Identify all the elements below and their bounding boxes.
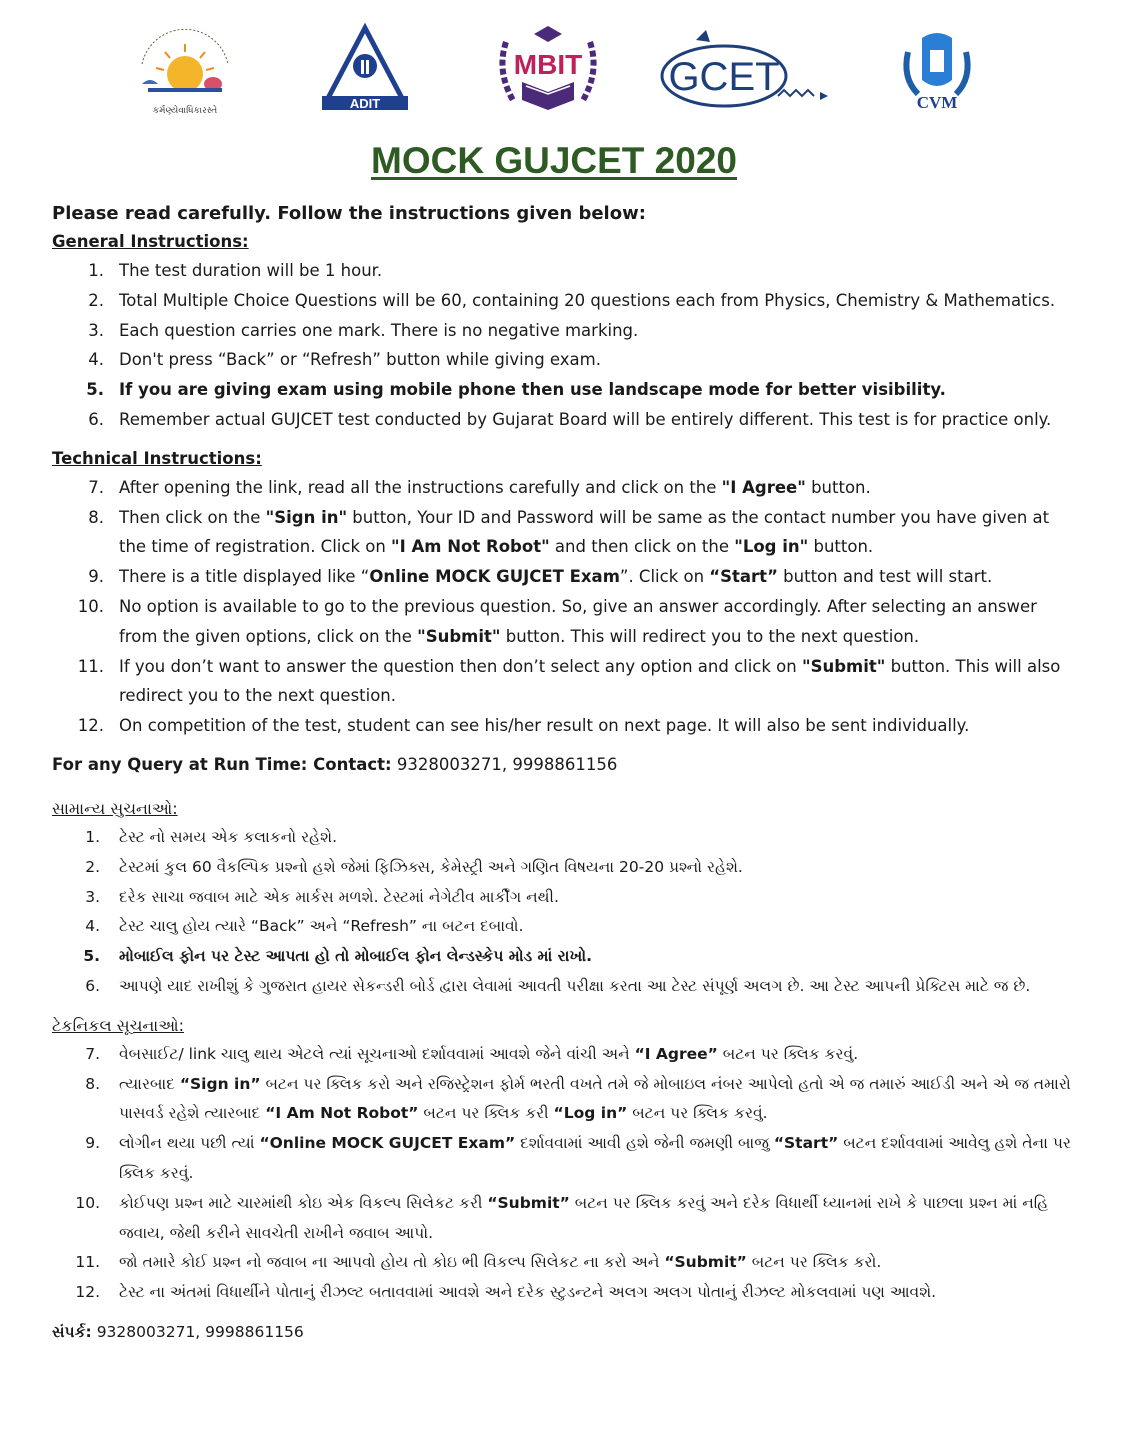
list-item-text: button, Your ID and Password will be same as the contact number you have given at the time of registration. Click on bbox=[119, 507, 1050, 557]
gujarati-contact bbox=[52, 1320, 1072, 1344]
page-title: MOCK GUJCET 2020 bbox=[371, 140, 737, 181]
list-item bbox=[52, 286, 1072, 316]
list-item-emphasis: “Sign in” bbox=[179, 1074, 261, 1093]
list-item-text: લોગીન થયા પછી ત્યાં bbox=[119, 1134, 260, 1153]
list-item-text: દર્શાવવામાં આવી હશે જેની જમણી બાજુ bbox=[515, 1134, 774, 1153]
charutar-logo-caption: કર્મણ્યેવાધિકારસ્તે bbox=[152, 106, 218, 116]
gujarati-general-list bbox=[52, 823, 1072, 1002]
list-item-number: 1. bbox=[88, 261, 104, 280]
gujarati-technical-heading: ટેકનિકલ સૂચનાઓ: bbox=[52, 1015, 184, 1035]
list-item bbox=[52, 592, 1072, 652]
list-item-number: 6. bbox=[85, 976, 100, 995]
list-item-text: જો તમારે કોઈ પ્રશ્ન નો જવાબ ના આપવો હોય તો કોઇ ભી વિકલ્પ સિલેકટ ના કરો અને bbox=[119, 1253, 665, 1272]
list-item-emphasis: "I Agree" bbox=[721, 477, 806, 497]
list-item-number: 8. bbox=[88, 507, 104, 527]
list-item-text: ટેસ્ટમાં કુલ 60 વૈકલ્પિક પ્રશ્નો હશે જેમાં ફિઝિક્સ, કેમેસ્ટ્રી અને ગણિત વિષયના 20-20 પ્રશ્નો રહેશે. bbox=[119, 857, 743, 876]
list-item-emphasis: “Online MOCK GUJCET Exam” bbox=[259, 1134, 516, 1153]
list-item-text: બટન પર ક્લિક કરો. bbox=[746, 1253, 882, 1272]
list-item-emphasis: "Sign in" bbox=[265, 507, 348, 527]
gujarati-contact-label: સંપર્ક: bbox=[52, 1322, 92, 1341]
list-item-emphasis: "Log in" bbox=[734, 537, 809, 557]
list-item bbox=[52, 375, 1072, 405]
list-item-text: બટન પર ક્લિક કરવું અને દરેક વિધાર્થી ધ્યાનમાં રાખે કે પાછલા પ્રશ્ન માં નહિ જવાય, જેથી કરીને સાવચેતી રાખીને જવાબ આપો. bbox=[119, 1193, 1049, 1242]
list-item-text: Then click on the bbox=[119, 507, 266, 527]
list-item-number: 4. bbox=[85, 917, 100, 936]
list-item-number: 3. bbox=[85, 887, 100, 906]
technical-instructions-heading: Technical Instructions: bbox=[52, 448, 262, 468]
list-item-text: There is a title displayed like “ bbox=[119, 567, 370, 587]
list-item-text: મોબાઈલ ફોન પર ટેસ્ટ આપતા હો તો મોબાઈલ ફોન લેન્ડસ્કેપ મોડ માં રાખો. bbox=[119, 947, 592, 966]
list-item-number: 12. bbox=[77, 716, 104, 736]
list-item-text: No option is available to go to the previous question. So, give an answer accordingly. After selecting an answer from the given options, click on the bbox=[119, 596, 1037, 646]
page-title-wrap bbox=[0, 140, 1108, 182]
list-item-text: ત્યારબાદ bbox=[119, 1074, 180, 1093]
list-item-text: After opening the link, read all the instructions carefully and click on the bbox=[119, 477, 722, 497]
list-item-emphasis: “Submit” bbox=[487, 1193, 570, 1212]
list-item bbox=[52, 316, 1072, 346]
list-item bbox=[52, 711, 1072, 741]
list-item-number: 2. bbox=[85, 857, 100, 876]
list-item-emphasis: “Log in” bbox=[553, 1104, 628, 1123]
query-phone-numbers: 9328003271, 9998861156 bbox=[391, 754, 618, 774]
list-item-number: 10. bbox=[75, 1193, 100, 1212]
query-contact bbox=[52, 753, 1072, 777]
list-item-text: બટન પર ક્લિક કરવું. bbox=[627, 1104, 768, 1123]
list-item-text: બટન પર ક્લિક કરવું. bbox=[717, 1044, 859, 1063]
list-item-text: button. bbox=[808, 537, 874, 557]
list-item-text: Total Multiple Choice Questions will be 60, containing 20 questions each from Physics, Chemistry & Mathematics. bbox=[119, 290, 1056, 310]
list-item-text: Each question carries one mark. There is no negative marking. bbox=[119, 320, 639, 340]
general-instructions-heading: General Instructions: bbox=[52, 232, 249, 251]
list-item bbox=[52, 345, 1072, 375]
technical-instructions-list bbox=[52, 473, 1072, 741]
gujarati-contact-numbers: 9328003271, 9998861156 bbox=[91, 1322, 304, 1341]
cvm-university-logo bbox=[892, 22, 982, 122]
list-item-number: 5. bbox=[86, 380, 104, 400]
list-item-emphasis: “I Am Not Robot” bbox=[265, 1104, 419, 1123]
charutar-vidyamandal-logo bbox=[128, 22, 242, 116]
list-item bbox=[52, 473, 1072, 503]
list-item bbox=[52, 1189, 1072, 1249]
general-instructions-list bbox=[52, 256, 1072, 435]
list-item bbox=[52, 562, 1072, 592]
list-item bbox=[52, 405, 1072, 435]
list-item-emphasis: “Submit” bbox=[664, 1253, 747, 1272]
list-item-text: If you don’t want to answer the question then don’t select any option and click on bbox=[119, 656, 802, 676]
list-item-emphasis: Online MOCK GUJCET Exam bbox=[369, 567, 620, 587]
adit-logo-text: ADIT bbox=[349, 96, 381, 111]
list-item-number: 7. bbox=[85, 1044, 100, 1063]
list-item-text: Remember actual GUJCET test conducted by Gujarat Board will be entirely different. This test is for practice only. bbox=[119, 409, 1052, 429]
list-item-text: If you are giving exam using mobile phone then use landscape mode for better visibility. bbox=[119, 380, 946, 400]
list-item bbox=[52, 853, 1072, 883]
list-item bbox=[52, 1248, 1072, 1278]
list-item-number: 12. bbox=[75, 1283, 100, 1302]
list-item-text: ટેસ્ટ ના અંતમાં વિધાર્થીને પોતાનું રીઝલ્ટ બતાવવામાં આવશે અને દરેક સ્ટુડન્ટને અલગ અલગ પોતાનું રીઝલ્ટ મોકલવામાં પણ આવશે. bbox=[119, 1283, 937, 1302]
list-item bbox=[52, 1129, 1072, 1189]
list-item-text: The test duration will be 1 hour. bbox=[119, 261, 383, 280]
list-item bbox=[52, 823, 1072, 853]
list-item bbox=[52, 1040, 1072, 1070]
list-item-number: 11. bbox=[75, 1253, 100, 1272]
list-item-number: 10. bbox=[77, 596, 104, 616]
list-item-emphasis: “I Agree” bbox=[634, 1044, 718, 1063]
list-item-text: button. This will also redirect you to the next question. bbox=[119, 656, 1061, 706]
list-item bbox=[52, 972, 1072, 1002]
adit-logo bbox=[320, 22, 410, 120]
list-item bbox=[52, 503, 1072, 563]
gcet-logo bbox=[660, 22, 830, 118]
list-item-text: ”. Click on bbox=[619, 567, 710, 587]
list-item-text: ટેસ્ટ ચાલુ હોય ત્યારે “Back” અને “Refresh” ના બટન દબાવો. bbox=[119, 917, 524, 936]
mbit-logo-text: MBIT bbox=[513, 49, 583, 80]
logo-strip bbox=[0, 22, 1132, 132]
list-item-number: 8. bbox=[85, 1074, 100, 1093]
list-item-text: and then click on the bbox=[549, 537, 735, 557]
mbit-logo bbox=[492, 22, 604, 122]
cvm-logo-text: CVM bbox=[916, 93, 958, 112]
list-item-emphasis: "I Am Not Robot" bbox=[391, 537, 550, 557]
list-item-number: 9. bbox=[85, 1134, 100, 1153]
list-item bbox=[52, 652, 1072, 712]
list-item bbox=[52, 912, 1072, 942]
query-label: For any Query at Run Time: Contact: bbox=[52, 754, 392, 774]
list-item-number: 6. bbox=[88, 409, 104, 429]
lead-text: Please read carefully. Follow the instructions given below: bbox=[52, 203, 646, 224]
list-item-text: બટન પર ક્લિક કરી bbox=[418, 1104, 554, 1123]
list-item-text: કોઈપણ પ્રશ્ન માટે ચારમાંથી કોઇ એક વિકલ્પ સિલેકટ કરી bbox=[119, 1193, 488, 1212]
list-item-number: 4. bbox=[88, 350, 104, 370]
gujarati-general-heading: સામાન્ય સુચનાઓ: bbox=[52, 798, 178, 818]
list-item-text: Don't press “Back” or “Refresh” button while giving exam. bbox=[119, 350, 601, 370]
list-item-number: 11. bbox=[77, 656, 104, 676]
list-item-number: 9. bbox=[88, 567, 104, 587]
list-item-emphasis: “Start” bbox=[773, 1134, 839, 1153]
list-item-number: 7. bbox=[88, 477, 104, 497]
list-item-number: 1. bbox=[85, 827, 100, 846]
list-item-number: 3. bbox=[88, 320, 104, 340]
list-item-text: આપણે યાદ રાખીશું કે ગુજરાત હાયર સેકન્ડરી બોર્ડ દ્વારા લેવામાં આવતી પરીક્ષા કરતા આ ટેસ્ટ સંપૂર્ણ અલગ છે. આ ટેસ્ટ આપની પ્રેક્ટિસ માટે જ છે. bbox=[119, 976, 1031, 995]
list-item-text: બટન દર્શાવવામાં આવેલુ હશે તેના પર ક્લિક કરવું. bbox=[119, 1134, 1071, 1182]
instructions-body bbox=[52, 203, 1072, 1344]
list-item-emphasis: "Submit" bbox=[417, 626, 501, 646]
list-item bbox=[52, 256, 1072, 286]
list-item-text: button and test will start. bbox=[777, 567, 993, 587]
list-item-emphasis: "Submit" bbox=[801, 656, 886, 676]
list-item-text: દરેક સાચા જવાબ માટે એક માર્કસ મળશે. ટેસ્ટમાં નેગેટીવ માર્કીંગ નથી. bbox=[119, 887, 559, 906]
list-item bbox=[52, 1070, 1072, 1130]
list-item-text: ટેસ્ટ નો સમય એક કલાકનો રહેશે. bbox=[119, 827, 337, 846]
list-item-text: button. bbox=[805, 477, 871, 497]
gujarati-technical-list bbox=[52, 1040, 1072, 1308]
list-item bbox=[52, 942, 1072, 972]
gcet-logo-text: GCET bbox=[668, 55, 780, 99]
list-item-text: વેબસાઈટ/ link ચાલુ થાય એટલે ત્યાં સૂચનાઓ દર્શાવવામાં આવશે જેને વાંચી અને bbox=[119, 1044, 635, 1063]
list-item-number: 5. bbox=[83, 947, 100, 966]
list-item-text: On competition of the test, student can see his/her result on next page. It will also be sent individually. bbox=[119, 716, 970, 736]
list-item-number: 2. bbox=[88, 290, 104, 310]
list-item bbox=[52, 1278, 1072, 1308]
list-item bbox=[52, 883, 1072, 913]
list-item-text: button. This will redirect you to the next question. bbox=[500, 626, 920, 646]
list-item-text: બટન પર ક્લિક કરો અને રજિસ્ટ્રેશન ફોર્મ ભરતી વખતે તમે જે મોબાઇલ નંબર આપેલો હતો એ જ તમારું આઈડી અને એ જ તમારો પાસવર્ડ રહેશે ત્યારબાદ bbox=[119, 1074, 1071, 1123]
list-item-emphasis: “Start” bbox=[709, 567, 778, 587]
